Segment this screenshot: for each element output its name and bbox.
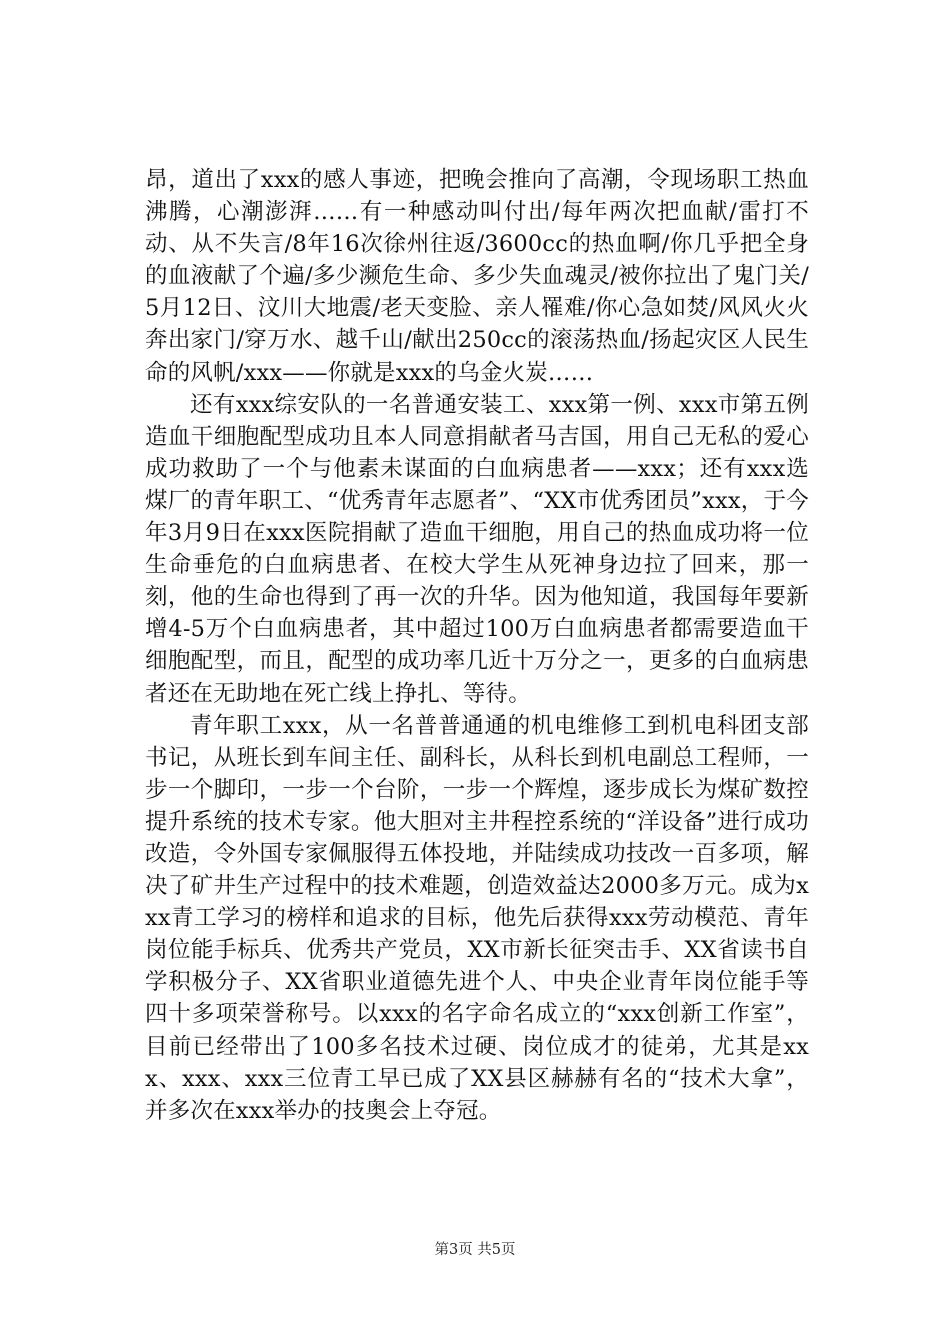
paragraph-ma-jiguo: 还有xxx综安队的一名普通安装工、xxx第一例、xxx市第五例造血干细胞配型成功且本人同意捐献者马吉国，用自己无私的爱心成功救助了一个与他素未谋面的白血病患者——xxx；还有xxx选煤厂的青年职工、“优秀青年志愿者”、“XX市优秀团员”xxx，于今年3月9日在xxx医院捐献了造血干细胞，用自己的热血成功将一位生命垂危的白血病患者、在校大学生从死神身边拉了回来，那一刻，他的生命也得到了再一次的升华。因为他知道，我国每年要新增4-5万个白血病患者，其中超过100万白血病患者都需要造血干细胞配型，而且，配型的成功率几近十万分之一，更多的白血病患者还在无助地在死亡线上挣扎、等待。 [145,391,809,707]
document-body [145,164,809,1127]
paragraph-young-worker: 青年职工xxx，从一名普普通通的机电维修工到机电科团支部书记，从班长到车间主任、副科长，从科长到机电副总工程师，一步一个脚印，一步一个台阶，一步一个辉煌，逐步成长为煤矿数控提升系统的技术专家。他大胆对主井程控系统的“洋设备”进行成功改造，令外国专家佩服得五体投地，并陆续成功技改一百多项，解决了矿井生产过程中的技术难题，创造效益达2000多万元。成为xxx青工学习的榜样和追求的目标，他先后获得xxx劳动模范、青年岗位能手标兵、优秀共产党员，XX市新长征突击手、XX省读书自学积极分子、XX省职业道德先进个人、中央企业青年岗位能手等四十多项荣誉称号。以xxx的名字命名成立的“xxx创新工作室”，目前已经带出了100多名技术过硬、岗位成才的徒弟，尤其是xxx、xxx、xxx三位青工早已成了XX县区赫赫有名的“技术大拿”，并多次在xxx举办的技奥会上夺冠。 [145,712,809,1124]
page-footer: 第3页 共5页 [434,1242,516,1258]
paragraph-continued: 昂，道出了xxx的感人事迹，把晚会推向了高潮，令现场职工热血沸腾，心潮澎湃……有一种感动叫付出/每年两次把血献/雷打不动、从不失言/8年16次徐州往返/3600cc的热血啊/你几乎把全身的血液献了个遍/多少濒危生命、多少失血魂灵/被你拉出了鬼门关/5月12日、汶川大地震/老天变脸、亲人罹难/你心急如焚/风风火火奔出家门/穿万水、越千山/献出250cc的滚荡热血/扬起灾区人民生命的风帆/xxx——你就是xxx的乌金火炭…… [145,167,809,386]
